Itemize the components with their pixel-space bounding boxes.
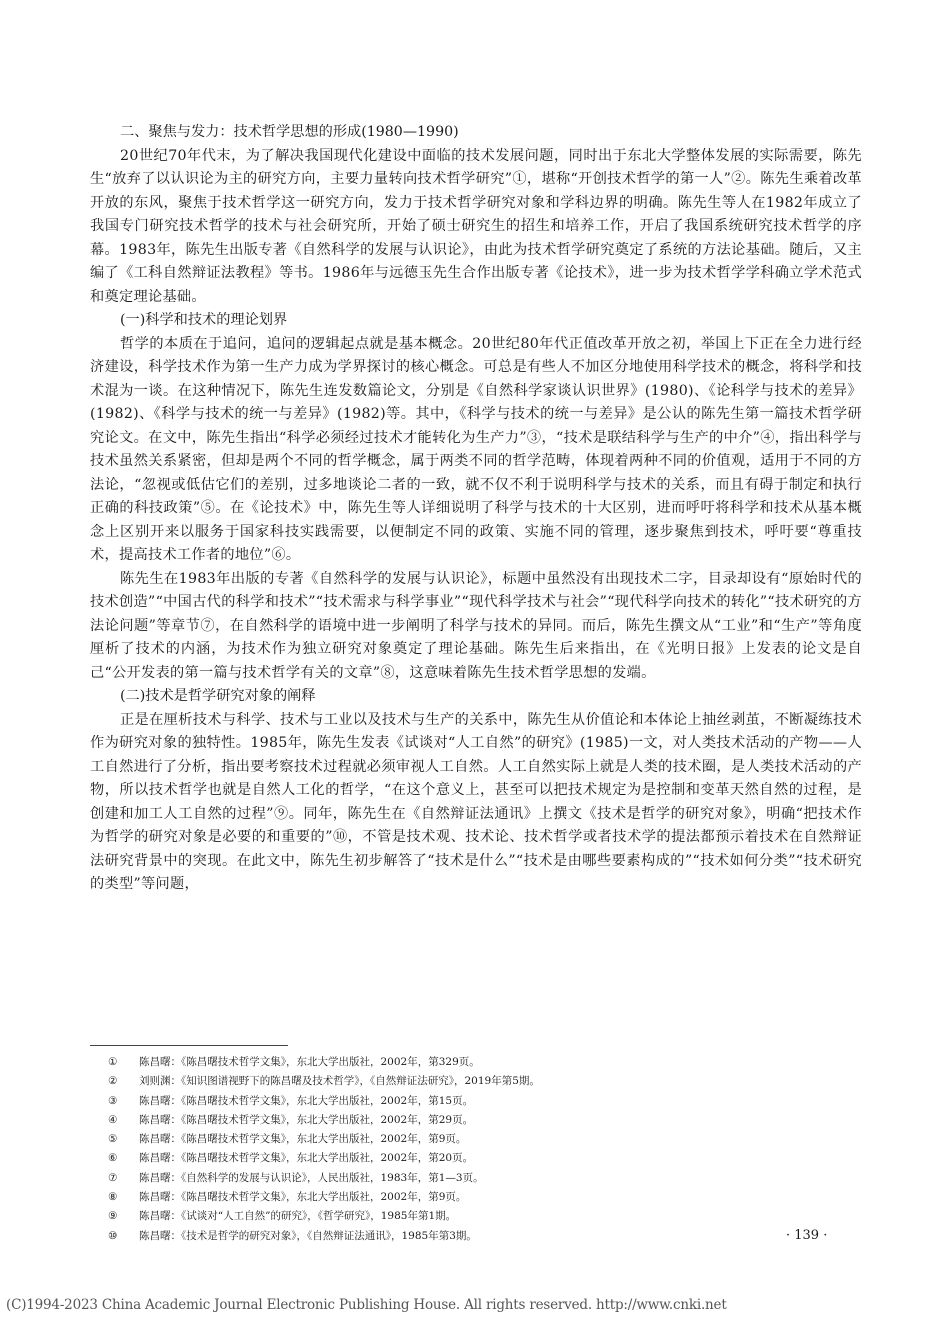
paragraph-intro: 20世纪70年代末，为了解决我国现代化建设中面临的技术发展问题，同时出于东北大学整体发展的实际需要，陈先生“放弃了以认识论为主的研究方向，主要力量转向技术哲学研究”①，堪称“开创技术哲学的第一人”②。陈先生乘着改革开放的东风，聚焦于技术哲学这一研究方向，发力于技术哲学研究对象和学科边界的明确。陈先生等人在1982年成立了我国专门研究技术哲学的技术与社会研究所，开始了硕士研究生的招生和培养工作，开启了我国系统研究技术哲学的序幕。1983年，陈先生出版专著《自然科学的发展与认识论》，由此为技术哲学研究奠定了系统的方法论基础。随后，又主编了《工科自然辩证法教程》等书。1986年与远德玉先生合作出版专著《论技术》，进一步为技术哲学学科确立学术范式和奠定理论基础。 — [90, 147, 862, 305]
footnote-marker: ⑨ — [108, 1210, 118, 1223]
footnote-item — [108, 1053, 848, 1072]
article-body — [90, 121, 862, 897]
footnotes-list — [108, 1053, 848, 1246]
footnote-item — [108, 1111, 848, 1130]
paragraph-technology-object: 正是在厘析技术与科学、技术与工业以及技术与生产的关系中，陈先生从价值论和本体论上抽丝剥茧，不断凝练技术作为研究对象的独特性。1985年，陈先生发表《试谈对“人工自然”的研究》(1985)一文，对人类技术活动的产物——人工自然进行了分析，指出要考察技术过程就必须审视人工自然。人工自然实际上就是人类的技术圈，是人类技术活动的产物，所以技术哲学也就是自然人工化的哲学，“在这个意义上，甚至可以把技术规定为是控制和变革天然自然的过程，是创建和加工人工自然的过程”⑨。同年，陈先生在《自然辩证法通讯》上撰文《技术是哲学的研究对象》，明确“把技术作为哲学的研究对象是必要的和重要的”⑩，不管是技术观、技术论、技术哲学或者技术学的提法都预示着技术在自然辩证法研究背景中的突现。在此文中，陈先生初步解答了“技术是什么”“技术是由哪些要素构成的”“技术如何分类”“技术研究的类型”等问题， — [90, 711, 862, 892]
footnote-text: 陈昌曙：《陈昌曙技术哲学文集》，东北大学出版社，2002年，第15页。 — [139, 1094, 474, 1107]
footnote-text: 陈昌曙：《技术是哲学的研究对象》，《自然辩证法通讯》，1985年第3期。 — [139, 1229, 477, 1242]
footnote-marker: ⑤ — [108, 1133, 118, 1146]
footnote-item — [108, 1169, 848, 1188]
footnote-marker: ⑩ — [108, 1229, 118, 1242]
footnote-marker: ⑧ — [108, 1191, 118, 1204]
paragraph-demarcation-2: 陈先生在1983年出版的专著《自然科学的发展与认识论》，标题中虽然没有出现技术二字，目录却设有“原始时代的技术创造”“中国古代的科学和技术”“技术需求与科学事业”“现代科学技术与社会”“现代科学向技术的转化”“技术研究的方法论问题”等章节⑦，在自然科学的语境中进一步阐明了科学与技术的异同。而后，陈先生撰文从“工业”和“生产”等角度厘析了技术的内涵，为技术作为独立研究对象奠定了理论基础。陈先生后来指出，在《光明日报》上发表的论文是自己“公开发表的第一篇与技术哲学有关的文章”⑧，这意味着陈先生技术哲学思想的发端。 — [90, 570, 862, 681]
subheading-science-technology-demarcation: (一)科学和技术的理论划界 — [120, 312, 288, 328]
footnote-item — [108, 1072, 848, 1091]
footnote-text: 陈昌曙：《陈昌曙技术哲学文集》，东北大学出版社，2002年，第9页。 — [139, 1133, 467, 1146]
paragraph-demarcation-1: 哲学的本质在于追问，追问的逻辑起点就是基本概念。20世纪80年代正值改革开放之初，举国上下正在全力进行经济建设，科学技术作为第一生产力成为学界探讨的核心概念。可总是有些人不加区分地使用科学技术的概念，将科学和技术混为一谈。在这种情况下，陈先生连发数篇论文，分别是《自然科学家谈认识世界》(1980)、《论科学与技术的差异》(1982)、《科学与技术的统一与差异》(1982)等。其中，《科学与技术的统一与差异》是公认的陈先生第一篇技术哲学研究论文。在文中，陈先生指出“科学必须经过技术才能转化为生产力”③，“技术是联结科学与生产的中介”④，指出科学与技术虽然关系紧密，但却是两个不同的哲学概念，属于两类不同的哲学范畴，体现着两种不同的价值观，适用于不同的方法论，“忽视或低估它们的差别，过多地谈论二者的一致，就不仅不利于说明科学与技术的关系，而且有碍于制定和执行正确的科技政策”⑤。在《论技术》中，陈先生等人详细说明了科学与技术的十大区别，进而呼吁将科学和技术从基本概念上区别开来以服务于国家科技实践需要，以便制定不同的政策、实施不同的管理，逐步聚焦到技术，呼吁要“尊重技术，提高技术工作者的地位”⑥。 — [90, 335, 862, 563]
footnote-marker: ⑥ — [108, 1152, 118, 1165]
footnote-item — [108, 1130, 848, 1149]
page-number: · 139 · — [786, 1228, 828, 1243]
footnote-text: 陈昌曙：《陈昌曙技术哲学文集》，东北大学出版社，2002年，第9页。 — [139, 1191, 467, 1204]
footnote-text: 陈昌曙：《陈昌曙技术哲学文集》，东北大学出版社，2002年，第329页。 — [139, 1056, 480, 1068]
footnote-marker: ① — [108, 1056, 118, 1068]
subheading-technology-as-object: (二)技术是哲学研究对象的阐释 — [120, 688, 316, 704]
footnote-marker: ④ — [108, 1113, 118, 1126]
footnote-item — [108, 1149, 848, 1168]
footnote-text: 陈昌曙：《试谈对“人工自然”的研究》，《哲学研究》，1985年第1期。 — [139, 1210, 457, 1223]
footnote-marker: ③ — [108, 1094, 118, 1107]
section-heading: 二、聚焦与发力：技术哲学思想的形成(1980—1990) — [120, 124, 459, 140]
footnote-text: 陈昌曙：《自然科学的发展与认识论》，人民出版社，1983年，第1—3页。 — [139, 1171, 484, 1184]
footnote-item — [108, 1188, 848, 1207]
footnote-marker: ⑦ — [108, 1171, 118, 1184]
copyright-notice: (C)1994-2023 China Academic Journal Electronic Publishing House. All rights reserved. http://www.cnki.net — [6, 1297, 727, 1313]
footnote-text: 陈昌曙：《陈昌曙技术哲学文集》，东北大学出版社，2002年，第29页。 — [139, 1113, 474, 1126]
footnote-item — [108, 1092, 848, 1111]
footnote-text: 陈昌曙：《陈昌曙技术哲学文集》，东北大学出版社，2002年，第20页。 — [139, 1152, 474, 1165]
footnote-text: 刘则渊：《知识图谱视野下的陈昌曙及技术哲学》，《自然辩证法研究》，2019年第5期。 — [139, 1075, 540, 1088]
footnote-item — [108, 1227, 848, 1246]
footnote-divider — [90, 1045, 288, 1046]
footnote-item — [108, 1207, 848, 1226]
footnote-marker: ② — [108, 1075, 118, 1088]
